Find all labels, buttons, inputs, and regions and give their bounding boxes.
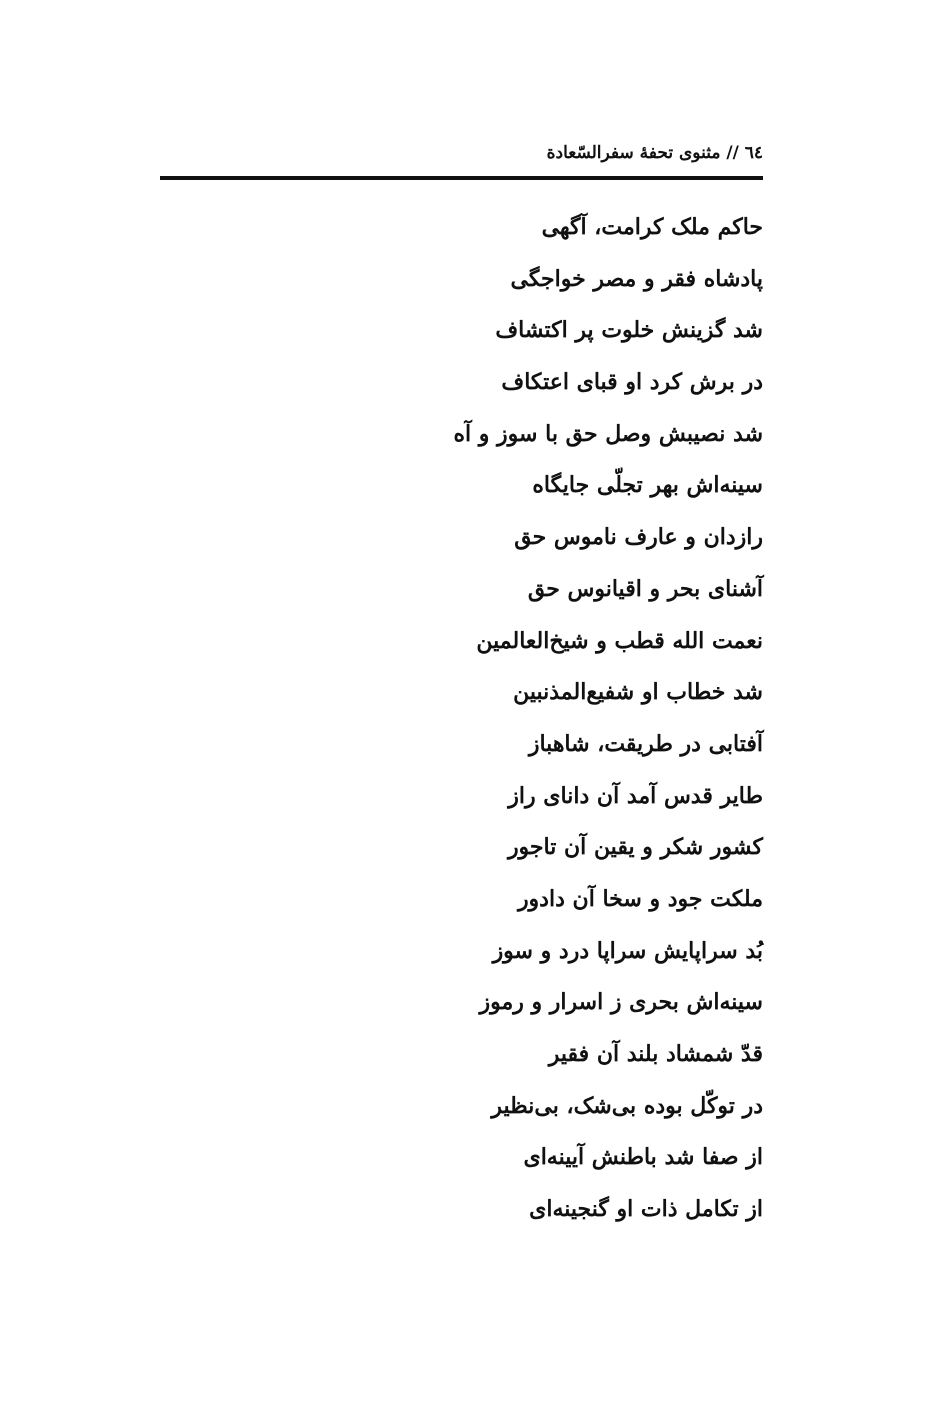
verse-line: شد گزینش خلوت پر اکتشاف — [495, 317, 763, 344]
verse-line: کشور شکر و یقین آن تاجور — [507, 834, 763, 861]
verse-line: حاکم ملک کرامت، آگهی — [541, 214, 763, 240]
verse-line: آفتابی در طریقت، شاهباز — [528, 730, 763, 757]
verse-line: سینه‌اش بهر تجلّی جایگاه — [532, 472, 763, 499]
running-header — [163, 138, 763, 168]
header-separator: // — [726, 143, 739, 163]
verse-line: رازدان و عارف ناموس حق — [514, 524, 763, 551]
verse-line: در برش کرد او قبای اعتکاف — [501, 369, 763, 396]
verse-line: شد نصیبش وصل حق با سوز و آه — [453, 420, 763, 447]
verse-line: طایر قدس آمد آن دانای راز — [508, 782, 763, 809]
verse-line: ملکت جود و سخا آن دادور — [517, 885, 763, 912]
verse-line: در توکّل بوده بی‌شک، بی‌نظیر — [491, 1092, 763, 1119]
verse-line: شد خطاب او شفیع‌المذنبین — [513, 679, 763, 706]
verse-line: از صفا شد باطنش آیینه‌ای — [523, 1144, 763, 1171]
verse-line: پادشاه فقر و مصر خواجگی — [510, 265, 763, 292]
verse-line: سینه‌اش بحری ز اسرار و رموز — [479, 989, 763, 1016]
verse-line: قدّ شمشاد بلند آن فقیر — [548, 1041, 763, 1067]
book-title: مثنوی تحفهٔ سفرالسّعادة — [546, 143, 721, 163]
verse-line: آشنای بحر و اقیانوس حق — [527, 575, 763, 602]
verse-list — [163, 202, 763, 1236]
verse-line: بُد سراپایش سراپا درد و سوز — [492, 937, 763, 964]
page-number: ٦٤ — [744, 143, 763, 163]
header-rule — [160, 176, 763, 180]
verse-line: از تکامل ذات او گنجینه‌ای — [529, 1196, 763, 1223]
verse-line: نعمت الله قطب و شیخ‌العالمین — [476, 627, 763, 654]
